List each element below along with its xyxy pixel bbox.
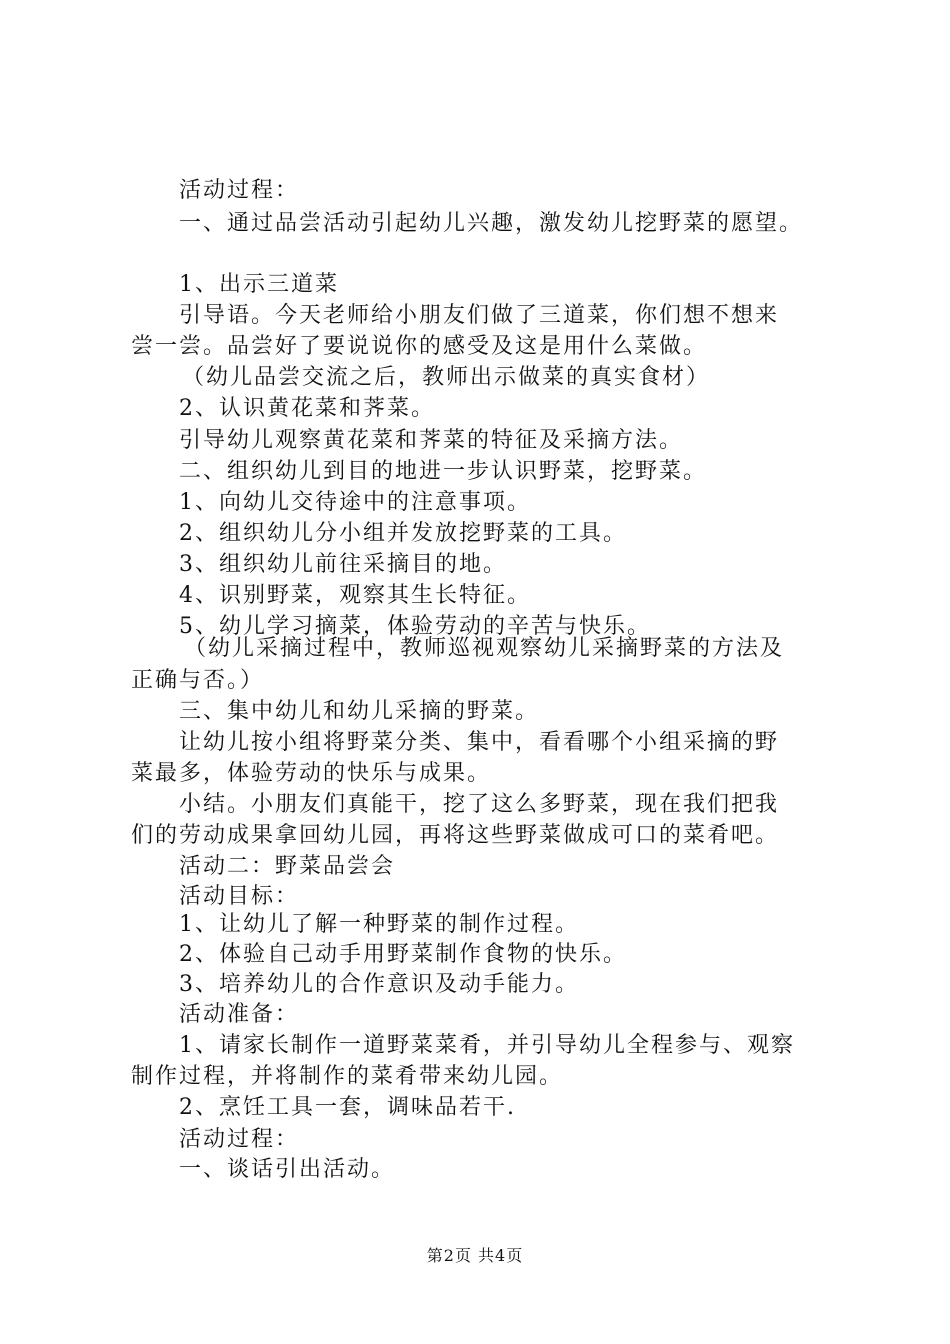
text-line: 1、请家长制作一道野菜菜肴，并引导幼儿全程参与、观察 <box>179 1033 795 1058</box>
page-footer: 第2页 共4页 <box>426 1246 524 1265</box>
text-line: 1、出示三道菜 <box>179 272 339 297</box>
text-line: 引导语。今天老师给小朋友们做了三道菜，你们想不想来 <box>179 303 780 328</box>
text-line: （幼儿采摘过程中，教师巡视观察幼儿采摘野菜的方法及 <box>184 636 785 661</box>
text-line: 活动目标： <box>179 884 300 909</box>
text-line: 让幼儿按小组将野菜分类、集中，看看哪个小组采摘的野 <box>179 730 780 755</box>
text-line: 2、体验自己动手用野菜制作食物的快乐。 <box>179 942 627 967</box>
text-line: 活动准备： <box>179 1002 300 1027</box>
text-line: 三、集中幼儿和幼儿采摘的野菜。 <box>179 699 540 724</box>
text-line: 2、认识黄花菜和荠菜。 <box>179 396 435 421</box>
text-line: 3、培养幼儿的合作意识及动手能力。 <box>179 972 579 997</box>
text-line: 菜最多，体验劳动的快乐与成果。 <box>131 761 492 786</box>
text-line: 引导幼儿观察黄花菜和荠菜的特征及采摘方法。 <box>179 428 684 453</box>
text-line: 活动过程： <box>179 1127 300 1152</box>
text-line: 1、向幼儿交待途中的注意事项。 <box>179 490 531 515</box>
text-line: 1、让幼儿了解一种野菜的制作过程。 <box>179 912 579 937</box>
text-line: 们的劳动成果拿回幼儿园，再将这些野菜做成可口的菜肴吧。 <box>131 823 780 848</box>
text-line: 2、烹饪工具一套，调味品若干. <box>179 1095 516 1120</box>
text-line: 一、通过品尝活动引起幼儿兴趣，激发幼儿挖野菜的愿望。 <box>179 211 804 236</box>
text-line: 3、组织幼儿前往采摘目的地。 <box>179 552 507 577</box>
text-line: 正确与否。） <box>131 668 265 693</box>
text-line: 2、组织幼儿分小组并发放挖野菜的工具。 <box>179 521 627 546</box>
text-line: 一、谈话引出活动。 <box>179 1157 396 1182</box>
text-line: 尝一尝。品尝好了要说说你的感受及这是用什么菜做。 <box>131 334 708 359</box>
text-line: 二、组织幼儿到目的地进一步认识野菜，挖野菜。 <box>179 459 708 484</box>
text-line: （幼儿品尝交流之后，教师出示做菜的真实食材） <box>182 365 711 390</box>
text-line: 小结。小朋友们真能干，挖了这么多野菜，现在我们把我 <box>179 792 780 817</box>
text-line: 活动二：野菜品尝会 <box>179 854 396 879</box>
text-line: 制作过程，并将制作的菜肴带来幼儿园。 <box>131 1064 564 1089</box>
text-line: 4、识别野菜，观察其生长特征。 <box>179 583 531 608</box>
text-line: 活动过程： <box>179 178 300 203</box>
text-line: 5、幼儿学习摘菜，体验劳动的辛苦与快乐。 <box>179 614 651 639</box>
